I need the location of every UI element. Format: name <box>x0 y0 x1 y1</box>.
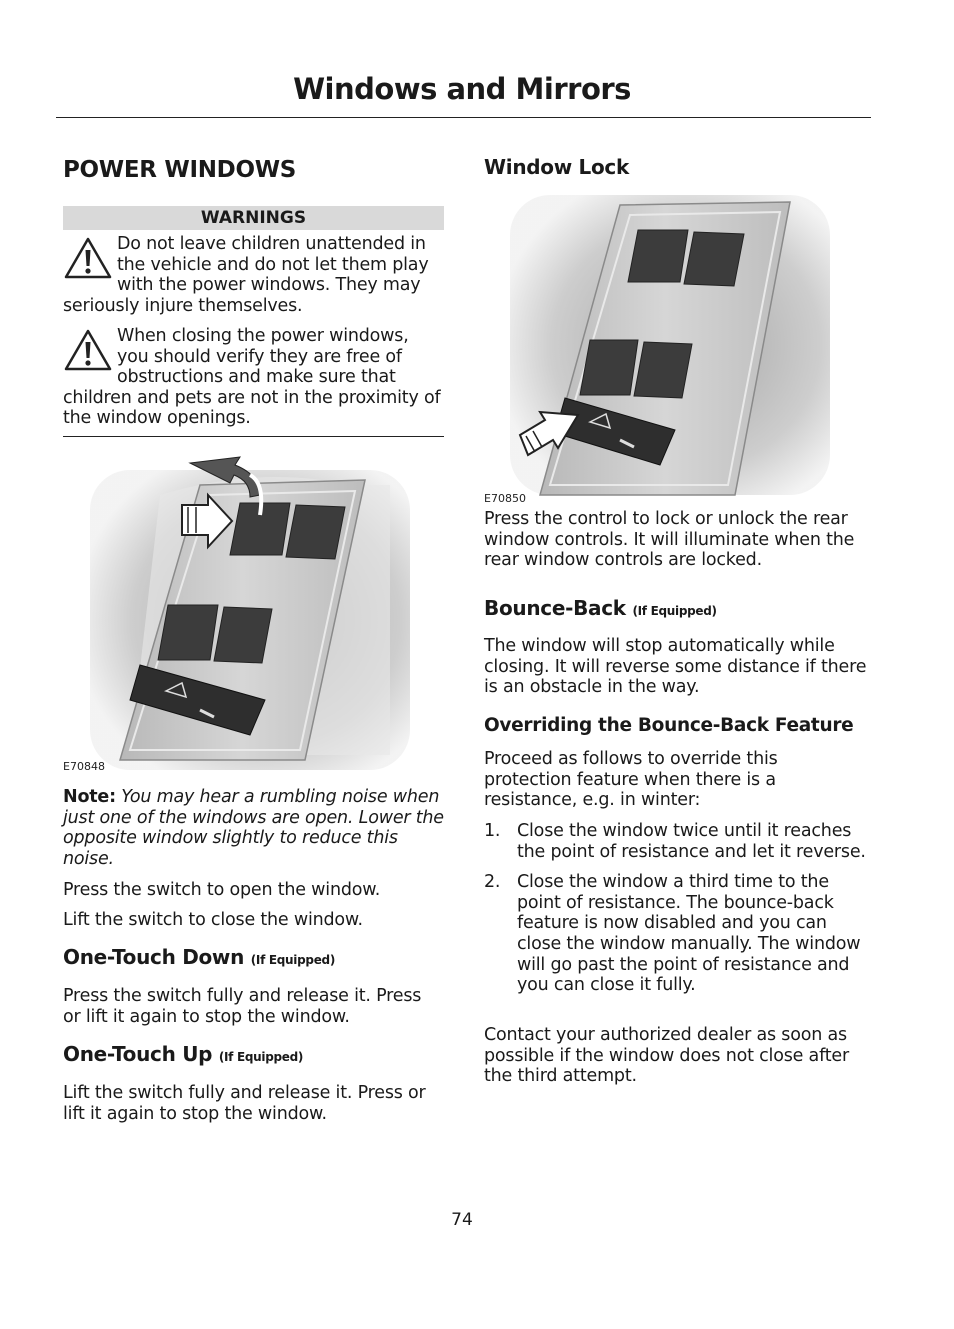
if-equipped-label: (If Equipped) <box>218 1050 304 1064</box>
one-touch-down-text: Press the switch fully and release it. Press or lift it again to stop the window. <box>63 986 422 1027</box>
figure-code-e70850: E70850 <box>484 492 526 505</box>
list-item-text: Close the window a third time to the point of resistance. The bounce-back feature is now disabled and you can close the window manually. The window will go past the point of resistance and you can close it fully. <box>517 872 861 996</box>
closing-text: Contact your authorized dealer as soon as possible if the window does not close after the third attempt. <box>484 1025 849 1087</box>
warnings-bottom-divider <box>63 436 444 437</box>
section-title-power-windows: POWER WINDOWS <box>63 157 297 183</box>
heading-one-touch-down <box>63 945 335 969</box>
note-paragraph <box>63 787 444 869</box>
window-lock-text: Press the control to lock or unlock the rear window controls. It will illuminate when the rear window controls are locked. <box>484 509 855 571</box>
figure-code-e70848: E70848 <box>63 760 105 773</box>
heading-one-touch-up-text: One-Touch Up <box>63 1042 213 1066</box>
list-item-number: 1. <box>484 821 501 841</box>
heading-one-touch-down-text: One-Touch Down <box>63 945 245 969</box>
para-open-window: Press the switch to open the window. <box>63 880 381 900</box>
warning-triangle-icon <box>63 236 113 280</box>
list-item-text: Close the window twice until it reaches the point of resistance and let it reverse. <box>517 821 866 862</box>
warning-2 <box>63 326 444 429</box>
heading-bounce-back <box>484 596 717 620</box>
warning-2-text: When closing the power windows, you should verify they are free of obstructions and make sure that children and pets are not in the proximity of the window openings. <box>63 326 441 429</box>
warning-1-text: Do not leave children unattended in the vehicle and do not let them play with the power windows. They may seriously injure themselves. <box>63 234 429 316</box>
if-equipped-label: (If Equipped) <box>632 604 717 618</box>
list-item <box>484 821 867 862</box>
one-touch-up-text: Lift the switch fully and release it. Press or lift it again to stop the window. <box>63 1083 426 1124</box>
page-number: 74 <box>451 1210 473 1230</box>
page-header-title: Windows and Mirrors <box>293 72 631 106</box>
override-steps-list <box>484 821 867 996</box>
heading-window-lock: Window Lock <box>484 155 629 179</box>
para-close-window: Lift the switch to close the window. <box>63 910 363 930</box>
header-divider <box>56 117 871 118</box>
if-equipped-label: (If Equipped) <box>250 953 336 967</box>
warning-triangle-icon <box>63 328 113 372</box>
heading-bounce-back-text: Bounce-Back <box>484 596 626 620</box>
heading-override-bounce-back: Overriding the Bounce-Back Feature <box>484 715 854 736</box>
note-text: You may hear a rumbling noise when just one of the windows are open. Lower the opposite window slightly to reduce this noise. <box>63 787 444 869</box>
list-item-number: 2. <box>484 872 501 893</box>
bounce-back-text: The window will stop automatically while closing. It will reverse some distance if there is an obstacle in the way. <box>484 636 867 698</box>
override-intro-text: Proceed as follows to override this protection feature when there is a resistance, e.g. in winter: <box>484 749 778 811</box>
note-label: Note: <box>63 787 116 807</box>
window-switch-illustration <box>90 455 410 770</box>
window-lock-illustration <box>510 190 830 502</box>
list-item <box>484 872 867 996</box>
heading-one-touch-up <box>63 1042 303 1066</box>
warning-1 <box>63 234 444 316</box>
warnings-banner: WARNINGS <box>63 206 444 230</box>
